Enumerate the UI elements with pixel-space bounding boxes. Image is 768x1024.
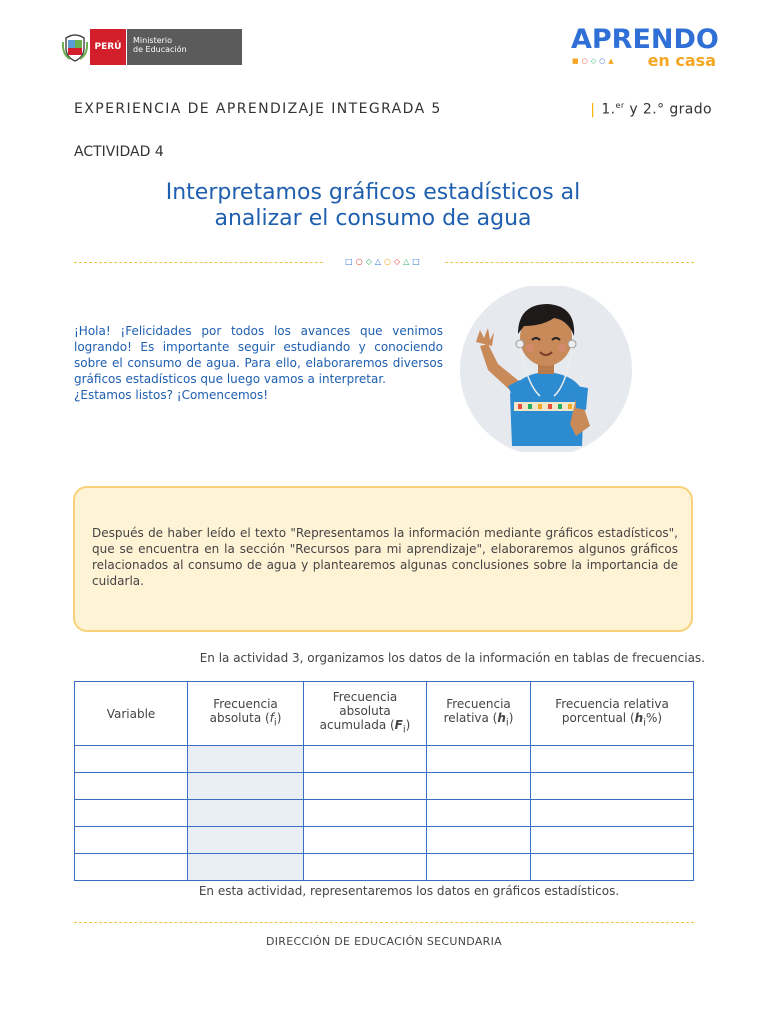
table-cell[interactable] [304, 773, 427, 800]
header-close: %) [645, 710, 663, 725]
header-symbol: f [269, 710, 274, 725]
table-cell[interactable] [427, 800, 531, 827]
activity-label: ACTIVIDAD 4 [74, 144, 164, 160]
ministry-logo [60, 29, 242, 65]
brand-shapes-icon: ■○◇○▲ [572, 57, 617, 65]
ministry-line-1: Ministerio [133, 36, 173, 45]
table-cell[interactable] [75, 773, 188, 800]
header-subscript: i [402, 724, 406, 736]
table-cell[interactable] [188, 773, 304, 800]
aprendo-en-casa-logo [571, 24, 719, 70]
table-cell[interactable] [531, 800, 694, 827]
intro-cta: ¿Estamos listos? ¡Comencemos! [74, 388, 269, 402]
header-text: Variable [106, 706, 156, 721]
footer-divider [74, 922, 694, 923]
header-close: ) [508, 710, 514, 725]
grade-rest: y 2.° grado [624, 101, 712, 118]
table-cell[interactable] [304, 800, 427, 827]
table-row [75, 854, 694, 881]
intro-text [74, 323, 443, 403]
header-text: Frecuencia absoluta acumulada ( [319, 689, 398, 732]
frequency-table [74, 681, 694, 881]
brand-line-2: en casa [647, 51, 716, 70]
grade-separator: | [590, 101, 596, 118]
table-cell[interactable] [188, 746, 304, 773]
column-header-percent-relative-frequency [531, 682, 694, 746]
table-cell[interactable] [427, 854, 531, 881]
header-symbol: h [634, 710, 644, 725]
coat-of-arms-icon [60, 29, 90, 65]
table-cell[interactable] [304, 827, 427, 854]
column-header-variable [75, 682, 188, 746]
header-close: ) [405, 717, 411, 732]
table-row [75, 827, 694, 854]
header-symbol: h [497, 710, 506, 725]
student-waving-illustration [458, 286, 634, 452]
header-text: Frecuencia relativa porcentual ( [555, 696, 669, 725]
header-subscript: i [643, 717, 646, 729]
ministry-name [127, 29, 242, 65]
table-cell[interactable] [304, 746, 427, 773]
table-cell[interactable] [531, 854, 694, 881]
ministry-line-2: de Educación [133, 45, 187, 54]
brand-line-1: APRENDO [571, 24, 719, 55]
table-cell[interactable] [75, 800, 188, 827]
callout-text: Después de haber leído el texto "Representamos la información mediante gráficos estadísticos", que se encuentra en la sección "Recursos para mi aprendizaje", elaboraremos algunos gráficos relacionados al consumo de agua y plantearemos algunas conclusiones sobre la importancia de cuidarla. [92, 526, 678, 588]
column-header-relative-frequency [427, 682, 531, 746]
table-cell[interactable] [531, 773, 694, 800]
grade-first: 1. [601, 101, 616, 118]
grade-label [590, 101, 712, 118]
intro-paragraph: ¡Hola! ¡Felicidades por todos los avances que venimos logrando! Es importante seguir estudiando y conociendo sobre el consumo de agua. Para ello, elaboraremos diversos gráficos estadísticos que luego vamos a interpretar. [74, 324, 443, 386]
table-cell[interactable] [304, 854, 427, 881]
table-cell[interactable] [427, 827, 531, 854]
divider-shapes-icon: □○◇△○◇△□ [324, 256, 444, 268]
table-cell[interactable] [427, 746, 531, 773]
grade-first-sup: er [615, 101, 625, 110]
header-subscript: i [273, 717, 277, 729]
column-header-absolute-frequency [188, 682, 304, 746]
instruction-callout [73, 486, 693, 632]
table-cell[interactable] [75, 746, 188, 773]
table-row [75, 746, 694, 773]
table-cell[interactable] [75, 827, 188, 854]
header-text: Frecuencia relativa ( [443, 696, 511, 725]
table-cell[interactable] [188, 800, 304, 827]
table-cell[interactable] [531, 827, 694, 854]
table-intro-text: En la actividad 3, organizamos los datos de la información en tablas de frecuencias. [199, 651, 705, 665]
page-title-line-1: Interpretamos gráficos estadísticos al [165, 180, 581, 205]
table-row [75, 773, 694, 800]
page-title [110, 180, 636, 232]
table-cell[interactable] [188, 827, 304, 854]
header-subscript: i [505, 717, 509, 729]
experience-title: EXPERIENCIA DE APRENDIZAJE INTEGRADA 5 [74, 101, 442, 117]
column-header-cumulative-frequency [304, 682, 427, 746]
table-cell[interactable] [531, 746, 694, 773]
table-header-row [75, 682, 694, 746]
table-cell[interactable] [75, 854, 188, 881]
page-title-line-2: analizar el consumo de agua [214, 206, 532, 231]
footer-label: DIRECCIÓN DE EDUCACIÓN SECUNDARIA [265, 935, 502, 948]
table-row [75, 800, 694, 827]
header-close: ) [276, 710, 282, 725]
header-symbol: F [394, 717, 403, 732]
table-cell[interactable] [427, 773, 531, 800]
peru-label: PERÚ [90, 29, 127, 65]
after-table-text: En esta actividad, representaremos los datos en gráficos estadísticos. [198, 884, 620, 898]
table-cell[interactable] [188, 854, 304, 881]
header-text: Frecuencia absoluta ( [209, 696, 278, 725]
